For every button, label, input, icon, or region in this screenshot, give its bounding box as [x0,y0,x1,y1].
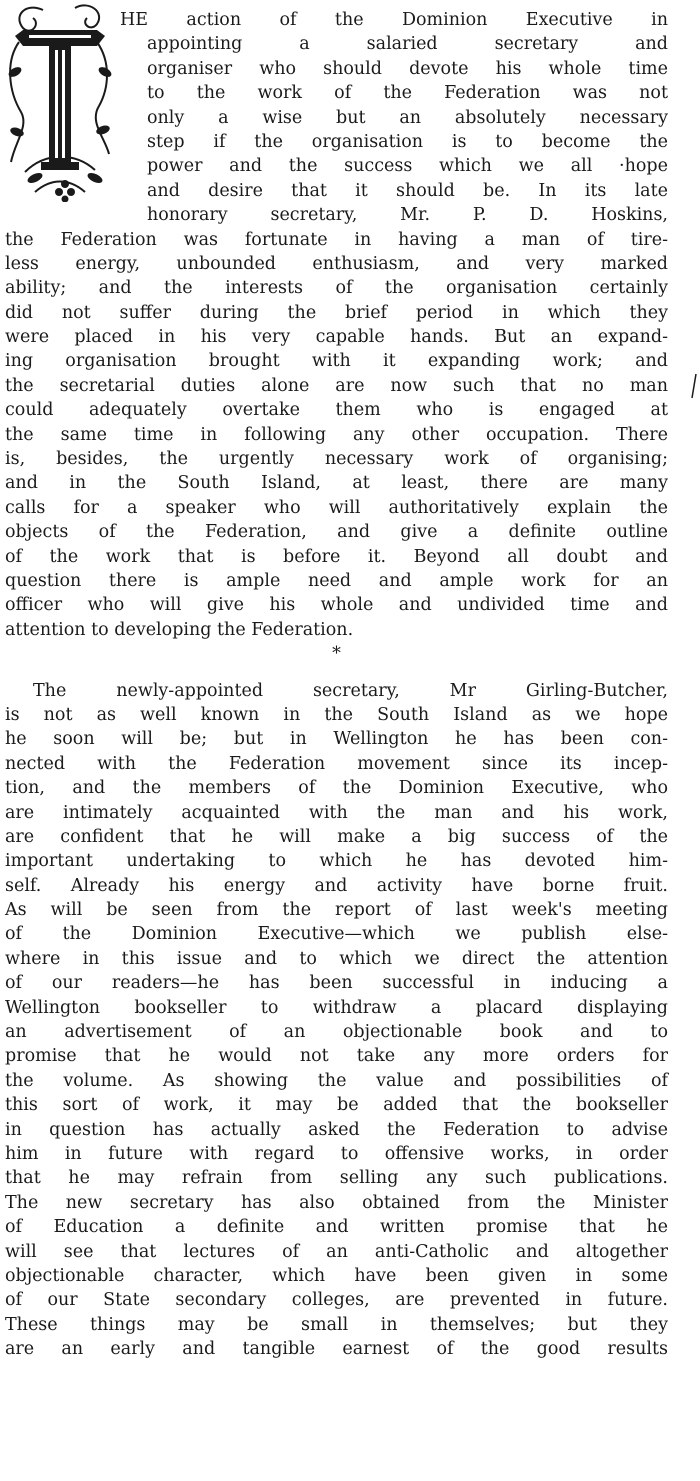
text-line: that he may refrain from selling any such publications. [5,1168,668,1189]
text-line: are intimately acquainted with the man and his work, [5,802,668,823]
text-line: to the work of the Federation was not [147,83,668,104]
section-separator: * [332,644,341,665]
text-line: the Federation was fortunate in having a man of tire- [5,229,668,250]
text-line: in question has actually asked the Federation to advise [5,1119,668,1140]
text-line: honorary secretary, Mr. P. D. Hoskins, [147,205,668,226]
text-line: HE action of the Dominion Executive in [120,10,668,30]
text-line: officer who will give his whole and undivided time and [5,595,668,616]
text-line: are an early and tangible earnest of the good results [5,1339,668,1360]
text-line: is, besides, the urgently necessary work of organising; [5,449,668,470]
article-body [5,2,668,1361]
text-line: the volume. As showing the value and possibilities of [5,1070,668,1091]
text-line: ing organisation brought with it expanding work; and [5,351,668,372]
text-line: where in this issue and to which we direct the attention [5,948,668,969]
text-line: of our State secondary colleges, are prevented in future. [5,1290,668,1311]
text-line: objectionable character, which have been given in some [5,1265,668,1286]
text-line: of Education a definite and written promise that he [5,1217,668,1238]
text-line: promise that he would not take any more orders for [5,1046,668,1067]
text-line: The newly-appointed secretary, Mr Girling-Butcher, [33,680,668,701]
text-line: him in future with regard to offensive works, in order [5,1143,668,1164]
drop-cap-letter: T [5,2,6,3]
text-line: ability; and the interests of the organisation certainly [5,278,668,299]
text-line: These things may be small in themselves; but they [5,1314,668,1335]
text-line: calls for a speaker who will authoritatively explain the [5,497,668,518]
text-line: less energy, unbounded enthusiasm, and very marked [5,253,668,274]
text-line: appointing a salaried secretary and [147,34,668,55]
text-line: did not suffer during the brief period in which they [5,302,668,323]
text-line: important undertaking to which he has devoted him- [5,851,668,872]
text-line: the same time in following any other occupation. There [5,424,668,445]
text-line: self. Already his energy and activity have borne fruit. [5,875,668,896]
text-line: an advertisement of an objectionable book and to [5,1022,668,1043]
text-line: nected with the Federation movement since its incep- [5,753,668,774]
text-line: will see that lectures of an anti-Catholic and altogether [5,1241,668,1262]
text-line: the secretarial duties alone are now such that no man [5,375,668,396]
text-line: only a wise but an absolutely necessary [147,107,668,128]
text-line: As will be seen from the report of last week's meeting [5,900,668,921]
text-line: tion, and the members of the Dominion Executive, who [5,778,668,799]
margin-mark [690,372,698,400]
text-line: and desire that it should be. In its late [147,180,668,201]
ornamental-drop-cap-t [5,2,115,202]
text-line: question there is ample need and ample work for an [5,570,668,591]
text-line: power and the success which we all ·hope [147,156,668,177]
text-line: organiser who should devote his whole time [147,58,668,79]
text-line: is not as well known in the South Island as we hope [5,704,668,725]
text-line: Wellington bookseller to withdraw a placard displaying [5,997,668,1018]
text-line: of our readers—he has been successful in inducing a [5,973,668,994]
text-line: of the work that is before it. Beyond all doubt and [5,546,668,567]
text-line: objects of the Federation, and give a definite outline [5,522,668,543]
text-line: attention to developing the Federation. [5,619,354,640]
text-line: were placed in his very capable hands. But an expand- [5,327,668,348]
text-line: he soon will be; but in Wellington he has been con- [5,729,668,750]
text-line: are confident that he will make a big success of the [5,826,668,847]
text-line: could adequately overtake them who is engaged at [5,400,668,421]
text-line: The new secretary has also obtained from the Minister [5,1192,668,1213]
text-line: step if the organisation is to become the [147,131,668,152]
text-line: of the Dominion Executive—which we publish else- [5,924,668,945]
text-line: this sort of work, it may be added that the bookseller [5,1095,668,1116]
paragraph-2 [5,679,668,1362]
text-line: and in the South Island, at least, there are many [5,473,668,494]
